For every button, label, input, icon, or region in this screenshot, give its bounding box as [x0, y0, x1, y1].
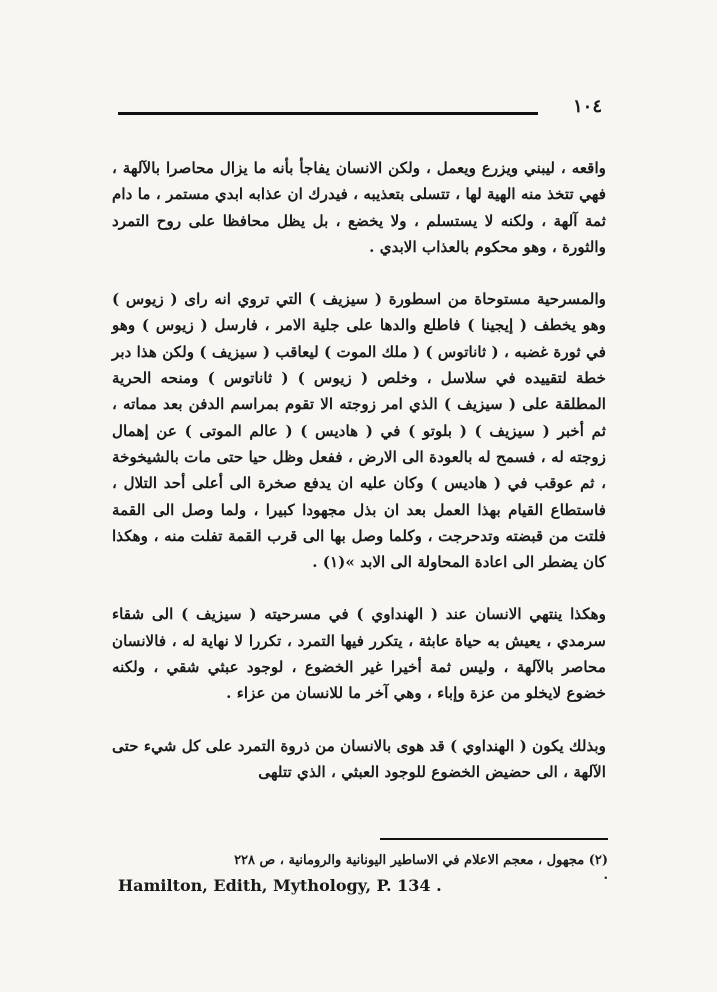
- paragraph-3: وهكذا ينتهي الانسان عند ( الهنداوي ) في مسرحيته ( سيزيف ) الى شقاء سرمدي ، يعيش به حياة عابثة ، يتكرر فيها التمرد ، تكررا لا نهاية له ، فالانسان محاصر بالآلهة ، وليس ثمة أخيرا غير الخضوع ، لوجود عبثي شقي ، ولكنه خضوع لايخلو من عزة وإباء ، وهي آخر ما للانسان من عزاء .: [112, 605, 606, 703]
- footnote-arabic: (٢) مجهول ، معجم الاعلام في الاساطير اليونانية والرومانية ، ص ٢٢٨ .: [234, 853, 608, 883]
- paragraph-4: وبذلك يكون ( الهنداوي ) قد هوى بالانسان من ذروة التمرد على كل شيء حتى الآلهة ، الى حضيض الخضوع للوجود العبثي ، الذي تتلهى: [112, 736, 606, 781]
- header-rule: [118, 112, 538, 115]
- page-number: ١٠٤: [572, 96, 602, 117]
- footnote-rule: [380, 838, 608, 840]
- footnote-english: Hamilton, Edith, Mythology, P. 134 .: [118, 876, 442, 895]
- paragraph-2: والمسرحية مستوحاة من اسطورة ( سيزيف ) التي تروي انه راى ( زيوس ) وهو يخطف ( إيجينا ) فاطلع والدها على جلية الامر ، فارسل ( زيوس ) وهو في ثورة غضبه ، ( ثاناتوس ) ( ملك الموت ) ليعاقب ( سيزيف ) ولكن هذا دبر خطة لتقييده في سلاسل ، وخلص ( زيوس ) ( ثاناتوس ) ومنحه الحرية المطلقة على ( سيزيف ) الذي امر زوجته الا تقوم بمراسم الدفن بعد مماته ، ثم أخبر ( سيزيف ) ( بلوتو ) في ( هاديس ) ( عالم الموتى ) عن إهمال زوجته له ، فسمح له بالعودة الى الارض ، ففعل وظل حيا حتى مات بالشيخوخة ، ثم عوقب في ( هاديس ) وكان عليه ان يدفع صخرة الى أعلى أحد التلال ، فاستطاع القيام بهذا العمل بعد ان بذل مجهودا كبيرا ، ولما وصل الى القمة فلتت من قبضته وتدحرجت ، وكلما وصل بها الى قرب القمة تفلت منه ، وهكذا كان يضطر الى اعادة المحاولة الى الابد »(١) .: [112, 290, 606, 572]
- body-text: [112, 155, 606, 811]
- paragraph-1: واقعه ، ليبني ويزرع ويعمل ، ولكن الانسان يفاجأ بأنه ما يزال محاصرا بالآلهة ، فهي تتخذ منه الهية لها ، تتسلى بتعذيبه ، فيدرك ان عذابه ابدي مستمر ، ما دام ثمة آلهة ، ولكنه لا يستسلم ، ولا يخضع ، بل يظل محافظا على روح التمرد والثورة ، وهو محكوم بالعذاب الابدي .: [112, 159, 606, 256]
